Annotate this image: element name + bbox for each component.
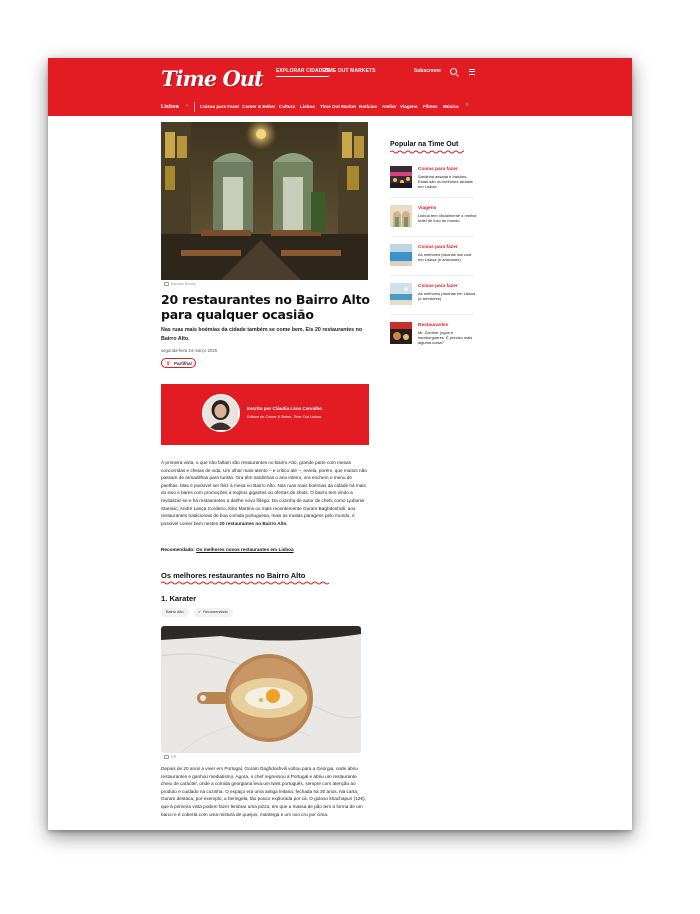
- chevron-down-icon[interactable]: ⌄: [185, 102, 190, 108]
- dish-credit-text: DR: [171, 755, 177, 759]
- explore-cities-link[interactable]: EXPLORAR CIDADES: [276, 68, 329, 77]
- time-out-logo[interactable]: Time Out: [161, 66, 263, 91]
- share-icon: ⇪: [166, 361, 171, 367]
- item-description: Depois de 20 anos a viver em Portugal, Guram Daghdoshvili voltou para a Geórgia, onde abriu restaurantes e ganhou mediatismo. Agora, o chef regressou a Portugal e abriu um restaurante cheio de carácter, onde a comida georgiana leva um twist português, sempre com atenção ao produto e cuidado na cozinha. O espaço era uma antiga leitaria, fechada há 30 anos. Na carta, Guram destaca, por exemplo, a beringela, tão pouco explorada por cá. O guloso khachapuri (12€), que à primeira vista podem fazer lembrar uma pizza, em que a massa de pão tem a forma de um barco e é coberta com uma mistura de queijos, manteiga e um ovo cru por cima.: [161, 766, 366, 817]
- nav-item-lisboa[interactable]: Lisboa: [300, 104, 315, 109]
- share-label: Partilhar: [174, 361, 193, 366]
- camera-icon: [164, 282, 169, 286]
- sidebar-item-5[interactable]: [390, 322, 480, 352]
- dish-credit: [164, 755, 176, 759]
- recommended-link[interactable]: Os melhores novos restaurantes em Lisboa: [196, 547, 294, 552]
- sidebar-divider: [390, 197, 474, 198]
- sidebar-text-3: As melhores piscinas low cost em Lisboa (e arredores): [418, 252, 472, 262]
- sidebar-thumb-2: [390, 205, 412, 227]
- sidebar-item-4[interactable]: [390, 283, 480, 313]
- sidebar-divider: [390, 314, 474, 315]
- nav-item-time-out-market[interactable]: Time Out Market: [320, 104, 356, 109]
- sidebar-thumb-1: [390, 166, 412, 188]
- recommended-line: [161, 547, 294, 552]
- tag-bairro-alto[interactable]: Bairro Alto: [161, 608, 189, 617]
- hero-credit-text: Barbara Binney: [171, 282, 196, 286]
- camera-icon: [164, 755, 169, 759]
- sidebar-text-5: Mr. Zombie: jogos e hambúrgueres. É preciso mais alguma coisa?: [418, 330, 473, 345]
- sidebar-title: Popular na Time Out: [390, 141, 459, 148]
- sidebar-item-3[interactable]: [390, 244, 480, 274]
- section-wavy-underline: [161, 581, 329, 585]
- sidebar-category-4: Coisas para fazer: [418, 284, 458, 289]
- city-selector[interactable]: Lisboa: [161, 104, 179, 110]
- author-avatar[interactable]: [202, 394, 240, 432]
- tag-recommended: [193, 608, 233, 617]
- sidebar-category-1: Coisas para fazer: [418, 167, 458, 172]
- site-header: [48, 58, 632, 116]
- nav-divider: [194, 102, 195, 112]
- sidebar-text-4: As melhores piscinas em Lisboa (e arredores): [418, 291, 476, 301]
- sidebar-text-1: Sardinha assada e balcões. Estas são os melhores arraiais em Lisboa: [418, 174, 473, 189]
- author-name[interactable]: Escrito por Cláudia Lima Carvalho: [247, 406, 323, 411]
- nav-item-musica[interactable]: Música: [443, 104, 459, 109]
- article-title: 20 restaurantes no Bairro Alto para qualquer ocasião: [161, 292, 370, 322]
- sidebar-item-1[interactable]: [390, 166, 480, 196]
- sidebar-divider: [390, 236, 474, 237]
- sidebar-thumb-5: [390, 322, 412, 344]
- recommended-label: Recomendado:: [161, 547, 195, 552]
- subscribe-link[interactable]: Subscrever: [414, 68, 442, 74]
- nav-item-comer-beber[interactable]: Comer & Beber: [242, 104, 276, 109]
- article-intro-text: À primeira vista, o que não faltam são restaurantes no Bairro Alto, grande parte com mesas concorridas e cheias de vida. Um olhar mais atento – e crítico até –, revela, porém, que muitos não passam de armadilhas para turista. Ora têm sardinhas o ano inteiro, ora enchem o menu de paelhas. Mas é possível ser feliz à mesa no Bairro Alto. Nas ruas mais boémias da cidade há mais do isso e bares com promoções a mojitos gigantes ou ofertas de shots. O bairro tem vindo a revitalizar-se e há restaurantes a darlhe novo fôlego. Da cozinha de autor de chefs como Ljubomir Stanisic, André Lança Cordeiro, Kiko Martins ou mais recentemente Guram Baghdoshvili, aos restaurantes tradicionais de boa comida portuguesa, mais as muitas paragens pelo mundo, é possível comer bem nestes: [161, 460, 367, 526]
- time-out-markets-link[interactable]: TIME OUT MARKETS: [324, 68, 376, 74]
- article-intro-bold: 20 restaurantes no Bairro Alto: [219, 520, 287, 526]
- tag-recommended-label: Recomendado: [203, 610, 228, 614]
- article-intro: À primeira vista, o que não faltam são restaurantes no Bairro Alto, grande parte com mesas concorridas e cheias de vida. Um olhar mais atento – e crítico até –, revela, porém, que muitos não passam de armadilhas para turista. Ora têm sardinhas o ano inteiro, ora enchem o menu de paelhas. Mas é possível ser feliz à mesa no Bairro Alto. Nas ruas mais boémias da cidade há mais do isso e bares com promoções a mojitos gigantes ou ofertas de shots. O bairro tem vindo a revitalizar-se e há restaurantes a darlhe novo fôlego. Da cozinha de autor de chefs como Ljubomir Stanisic, André Lança Cordeiro, Kiko Martins ou mais recentemente Guram Baghdoshvili, aos restaurantes tradicionais de boa comida portuguesa, mais as muitas paragens pelo mundo, é possível comer bem nestes 20 restaurantes no Bairro Alto.: [161, 460, 367, 526]
- nav-item-coisas-para-fazer[interactable]: Coisas para Fazer: [200, 104, 240, 109]
- author-role: Editora de Comer & Beber, Time Out Lisboa: [247, 415, 322, 419]
- sidebar-category-3: Coisas para fazer: [418, 245, 458, 250]
- city-nav: [48, 98, 632, 116]
- search-icon[interactable]: [450, 68, 457, 75]
- sidebar-thumb-3: [390, 244, 412, 266]
- article-dek: Nas ruas mais boémias da cidade também se come bem. Eis 20 restaurantes no Bairro Alto.: [161, 327, 363, 342]
- share-button[interactable]: [161, 358, 196, 368]
- nav-item-noticias[interactable]: Notícias: [359, 104, 377, 109]
- browser-page: [48, 58, 632, 830]
- sidebar-category-2: Viagens: [418, 206, 437, 211]
- sidebar-text-2: Lisboa tem oficialmente o melhor hotel de luxo do mundo: [418, 213, 477, 223]
- hero-image: [161, 122, 368, 280]
- item-title[interactable]: 1. Karater: [161, 594, 197, 603]
- sidebar-thumb-4: [390, 283, 412, 305]
- check-icon: ✓: [198, 610, 202, 614]
- sidebar-wavy-underline: [390, 150, 464, 154]
- nav-item-atelier[interactable]: Atelier: [382, 104, 397, 109]
- nav-item-filmes[interactable]: Filmes: [423, 104, 438, 109]
- hero-credit: [164, 282, 196, 286]
- nav-item-viagens[interactable]: Viagens: [400, 104, 418, 109]
- chevron-right-icon[interactable]: ›: [466, 102, 468, 108]
- hamburger-menu-icon[interactable]: [469, 69, 475, 75]
- sidebar-divider: [390, 275, 474, 276]
- sidebar-item-2[interactable]: [390, 205, 480, 235]
- section-title: Os melhores restaurantes no Bairro Alto: [161, 571, 306, 580]
- article-date: segunda-feira 24 março 2025: [161, 348, 218, 353]
- dish-image: [161, 626, 361, 753]
- nav-item-cultura[interactable]: Cultura: [279, 104, 296, 109]
- sidebar-category-5: Restaurantes: [418, 323, 449, 328]
- author-box: [161, 384, 369, 445]
